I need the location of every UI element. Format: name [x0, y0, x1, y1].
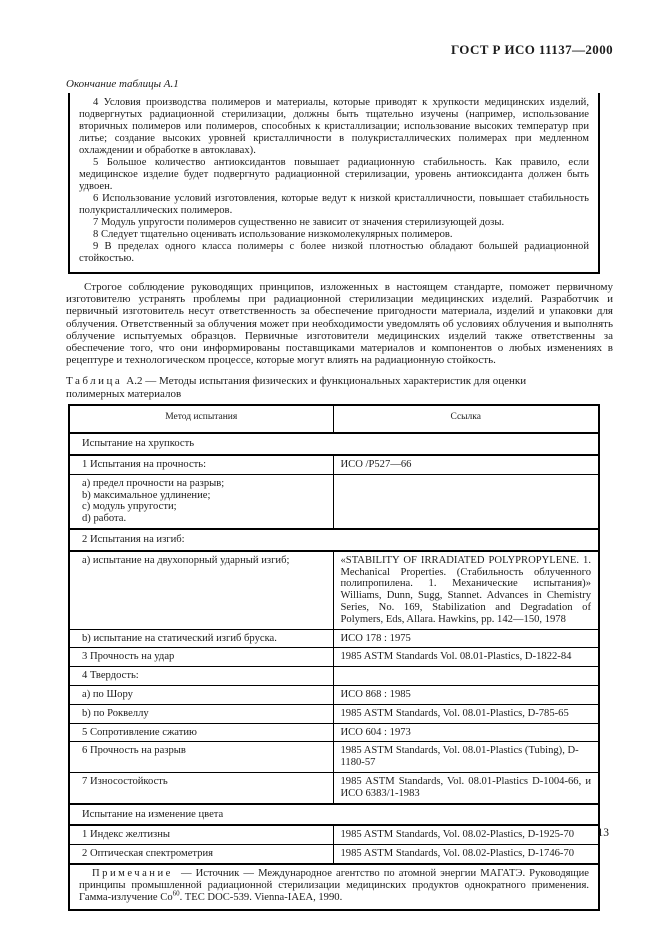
reference-cell: ИСО 178 : 1975: [333, 629, 599, 648]
method-cell: 5 Сопротивление сжатию: [69, 723, 333, 742]
table-row: [69, 667, 599, 686]
table-a2-caption: [66, 375, 571, 400]
table-row: [69, 742, 599, 773]
method-cell: b) по Роквеллу: [69, 704, 333, 723]
table-row: [69, 704, 599, 723]
document-code: ГОСТ Р ИСО 11137—2000: [450, 42, 613, 57]
table-section-row: [69, 804, 599, 826]
reference-cell: 1985 ASTM Standards Vol. 08.01-Plastics, D-1822-84: [333, 648, 599, 667]
reference-cell: ИСО 604 : 1973: [333, 723, 599, 742]
note-label: Примечание: [92, 867, 173, 879]
method-cell: a) предел прочности на разрыв; b) максимальное удлинение; c) модуль упругости; d) работа.: [69, 474, 333, 529]
reference-cell: ИСО /Р527—66: [333, 455, 599, 474]
table-a1-end-box: [68, 93, 600, 274]
method-cell: a) испытание на двухопорный ударный изгиб;: [69, 551, 333, 629]
table-a1-note: 6 Использование условий изготовления, которые ведут к низкой кристалличности, повышает стабильность полукристаллических полимеров.: [79, 193, 589, 216]
page-number: 13: [597, 827, 609, 839]
table-row: [69, 825, 599, 844]
reference-cell: 1985 ASTM Standards, Vol. 08.02-Plastics, D-1925-70: [333, 825, 599, 844]
table-a1-note: 9 В пределах одного класса полимеры с более низкой плотностью обладают большей радиационной стойкостью.: [79, 241, 589, 264]
table-note: Примечание — Источник — Международное агентство по атомной энергии МАГАТЭ. Руководящие принципы промышленной радиационной стерилизации медицинских продуктов однократного применения. Гамма-излучение Co$^{60}$. TEC DOC-539. Vienna-IAEA, 1990.: [69, 864, 599, 910]
table-row: [69, 845, 599, 864]
section-label: Испытание на изменение цвета: [69, 804, 599, 826]
table-row: [69, 551, 599, 629]
table-row: [69, 772, 599, 803]
method-cell: 2 Оптическая спектрометрия: [69, 845, 333, 864]
body-paragraph: Строгое соблюдение руководящих принципов, изложенных в настоящем стандарте, поможет первичному изготовителю устранять проблемы при радиационной стерилизации медицинских изделий. Разработчик и первичный изготовитель несут ответственность за обеспечение пригодности материала, изделий и упаковки для облучения. Ответственный за облучения может при необходимости уведомлять об условиях облучения и выполнять облучение испытуемых образцов. Первичные изготовители медицинских изделий также ответственны за обеспечение того, что они информированы поставщиками материалов и компонентов о любых изменениях в рецептуре и технологическом процессе, которые могут влиять на радиационную стойкость.: [66, 281, 613, 367]
reference-cell: [333, 474, 599, 529]
method-cell: 3 Прочность на удар: [69, 648, 333, 667]
reference-cell: 1985 ASTM Standards, Vol. 08.02-Plastics, D-1746-70: [333, 845, 599, 864]
table-a2-caption-text: А.2 — Методы испытания физических и функциональных характеристик для оценки полимерных материалов: [66, 375, 527, 400]
reference-cell: 1985 ASTM Standards, Vol. 08.01-Plastics, D-785-65: [333, 704, 599, 723]
table-row: [69, 629, 599, 648]
table-a2: [68, 404, 600, 911]
method-cell: 4 Твердость:: [69, 667, 333, 686]
table-a1-note: 4 Условия производства полимеров и материалы, которые приводят к хрупкости медицинских изделий, подвергнутых радиационной стерилизации, должны быть тщательно изучены (например, использование вторичных полимеров или полимеров, способных к кристаллизации; использование высоких температур при литье; создание высоких уровней кристалличности в полукристаллических полимерах при медленном охлаждении и обработке в автоклавах).: [79, 97, 589, 156]
method-cell: 1 Индекс желтизны: [69, 825, 333, 844]
table-row: [69, 455, 599, 474]
reference-cell: «STABILITY OF IRRADIATED POLYPROPYLENE. 1. Mechanical Properties. (Стабильность облученного полипропилена. 1. Механические испытания)» Williams, Dunn, Sugg, Stannet. Advances in Chemistry Series, No. 169, Stabilization and Degradation of Polymers, Eds, Allara. Hawkins, pp. 142—150, 1978: [333, 551, 599, 629]
table-row: [69, 474, 599, 529]
table-row: [69, 723, 599, 742]
col-header-reference: Ссылка: [333, 405, 599, 433]
method-cell: 7 Износостойкость: [69, 772, 333, 803]
method-cell: b) испытание на статический изгиб бруска.: [69, 629, 333, 648]
reference-cell: ИСО 868 : 1985: [333, 685, 599, 704]
table-section-row: [69, 433, 599, 455]
table-a1-continuation-label: Окончание таблицы А.1: [66, 78, 179, 90]
method-cell: a) по Шору: [69, 685, 333, 704]
table-header-row: [69, 405, 599, 433]
col-header-method: Метод испытания: [69, 405, 333, 433]
table-a1-note: 7 Модуль упругости полимеров существенно не зависит от значения стерилизующей дозы.: [93, 217, 505, 228]
reference-cell: 1985 ASTM Standards, Vol. 08.01-Plastics (Tubing), D-1180-57: [333, 742, 599, 773]
method-cell: 6 Прочность на разрыв: [69, 742, 333, 773]
reference-cell: [333, 667, 599, 686]
reference-cell: 1985 ASTM Standards, Vol. 08.01-Plastics D-1004-66, и ИСО 6383/1-1983: [333, 772, 599, 803]
table-note-row: [69, 864, 599, 910]
section-label: Испытание на хрупкость: [69, 433, 599, 455]
method-cell: 1 Испытания на прочность:: [69, 455, 333, 474]
section-label: 2 Испытания на изгиб:: [69, 529, 599, 551]
table-a1-note: 5 Большое количество антиоксидантов повышает радиационную стабильность. Как правило, если медицинское изделие будет подвергнуто радиационной стерилизации, уровень антиоксиданта должен быть удвоен.: [79, 157, 589, 192]
table-row: [69, 648, 599, 667]
table-a2-caption-label: Таблица: [66, 375, 123, 388]
table-section-row: [69, 529, 599, 551]
table-row: [69, 685, 599, 704]
table-a1-note: 8 Следует тщательно оценивать использование низкомолекулярных полимеров.: [93, 229, 453, 240]
